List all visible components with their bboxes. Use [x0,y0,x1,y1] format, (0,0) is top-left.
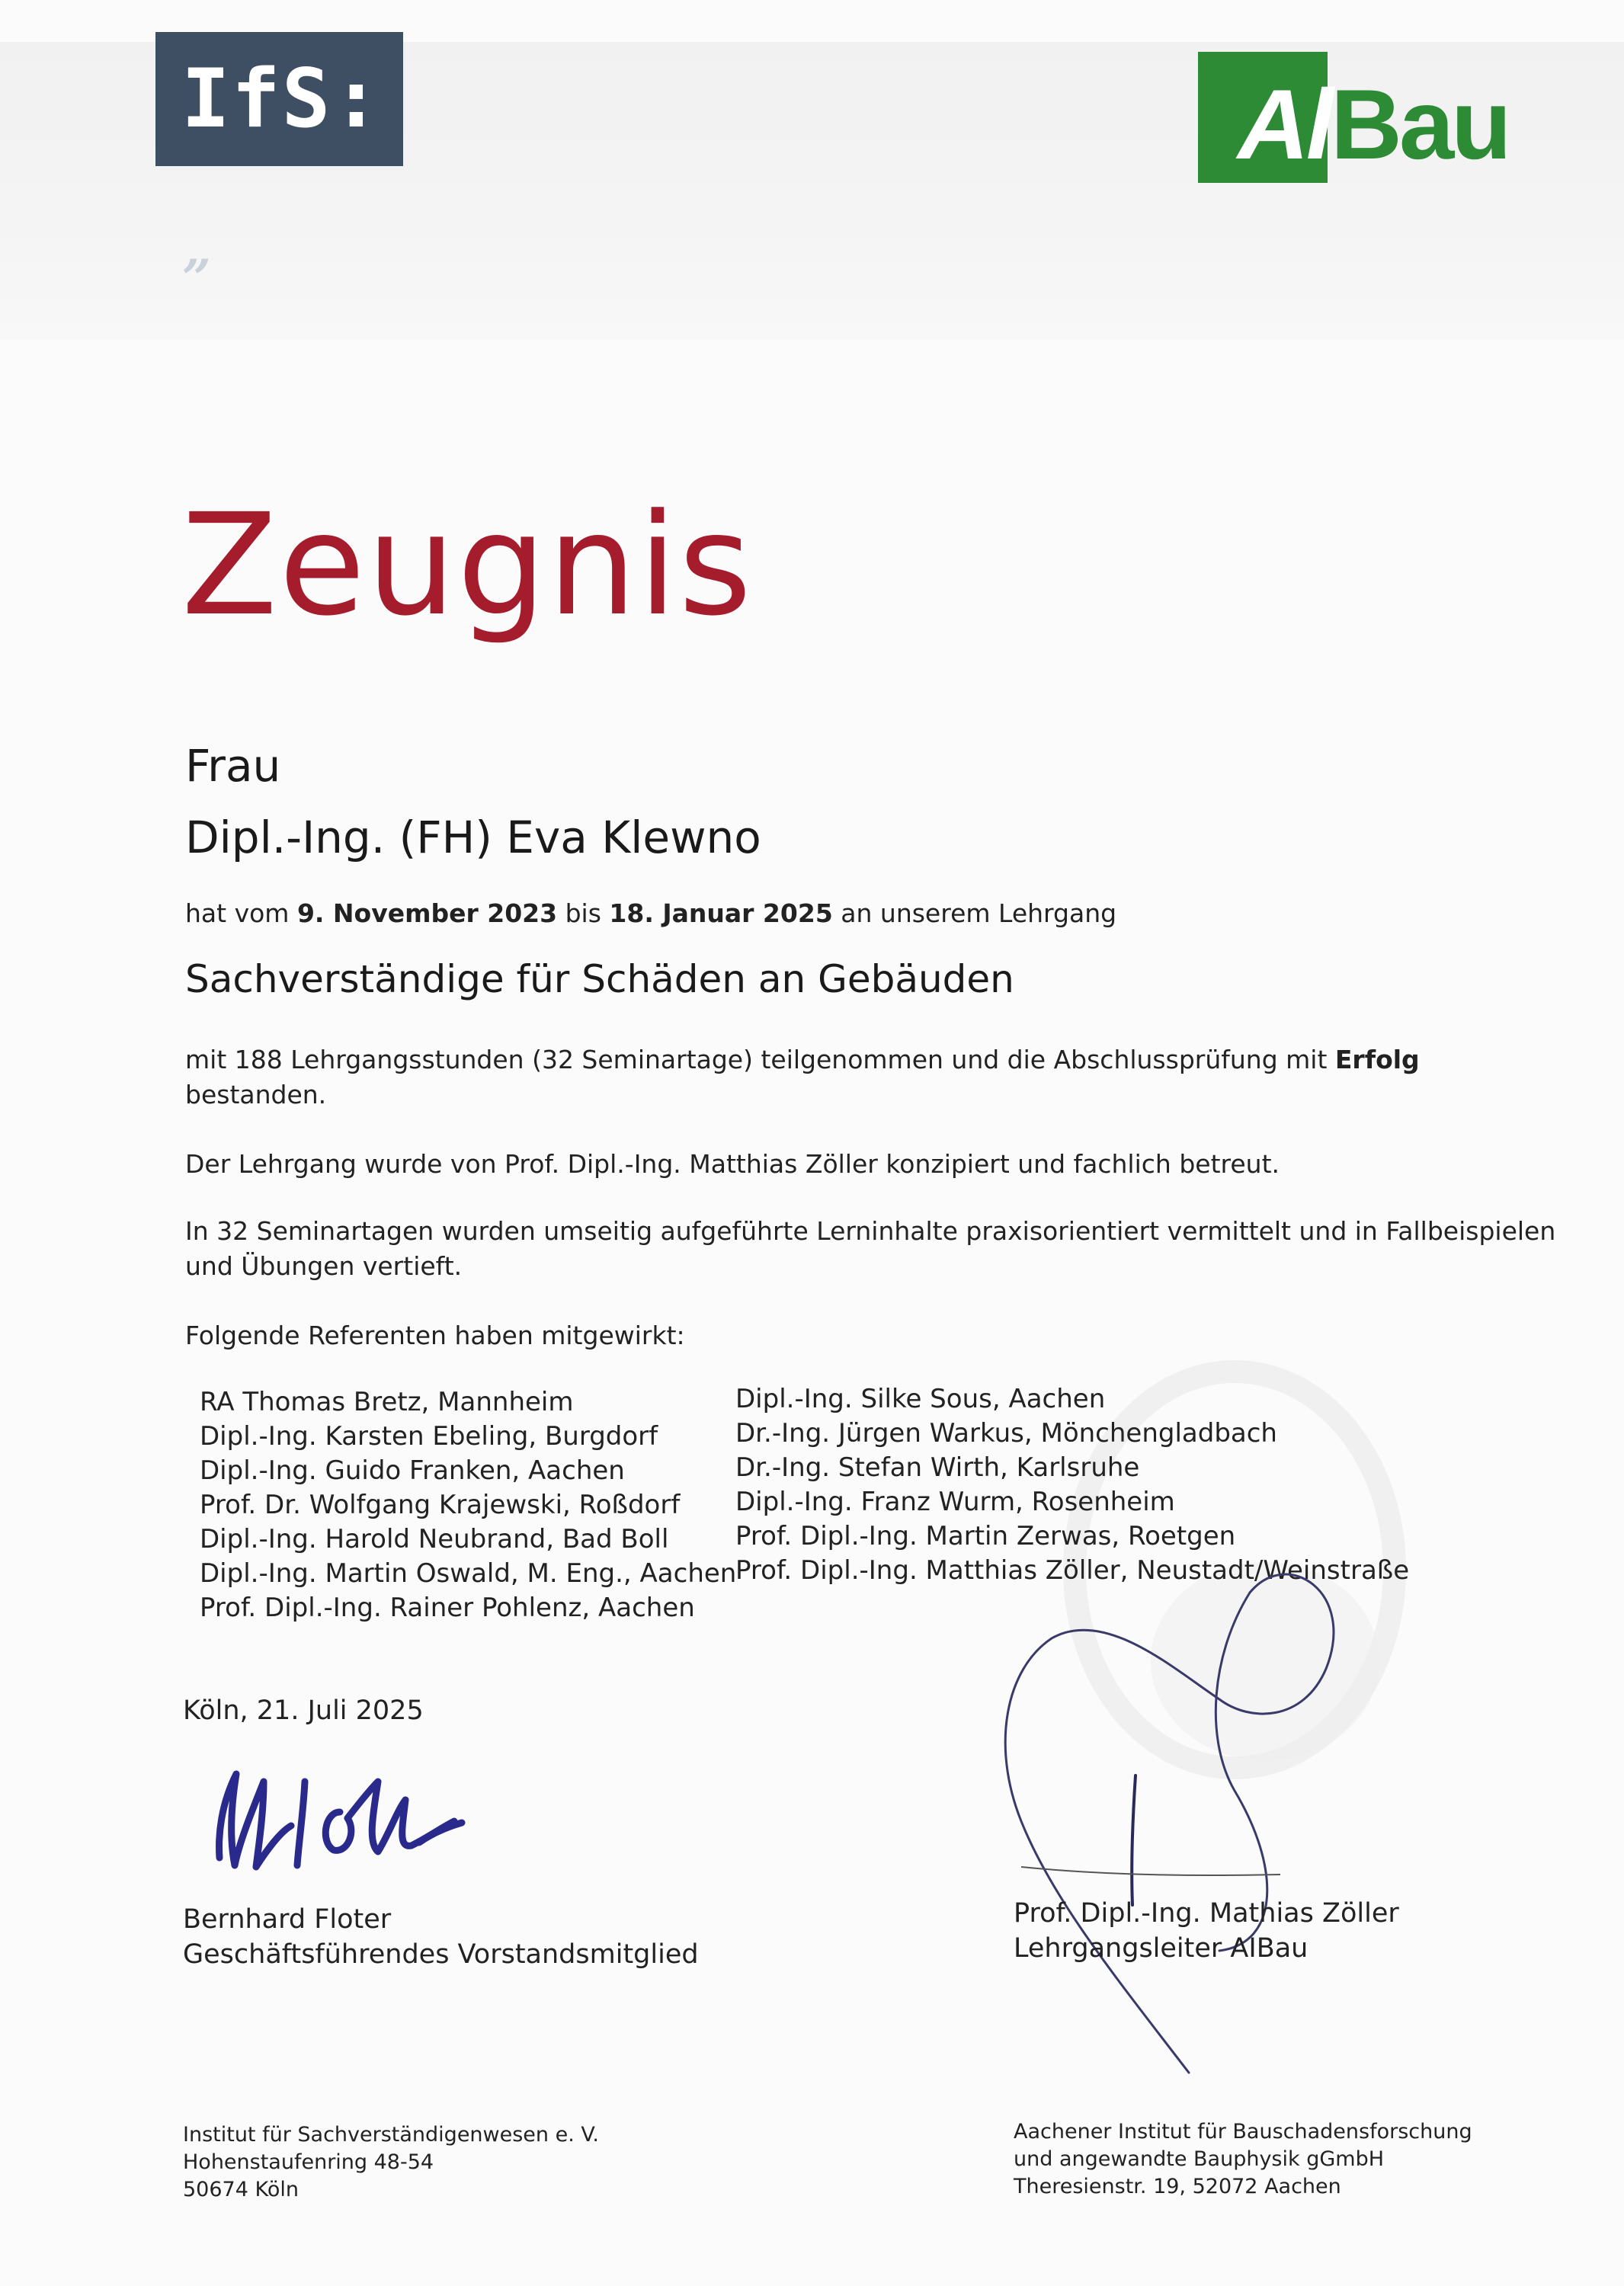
footer-left-line2: Hohenstaufenring 48-54 [183,2150,434,2174]
signature-right [960,1547,1357,2096]
referents-heading: Folgende Referenten haben mitgewirkt: [185,1321,685,1350]
list-item: Dipl.-Ing. Harold Neubrand, Bad Boll [200,1524,669,1554]
albau-logo-part1: Al [1238,69,1331,180]
course-period [185,896,1116,931]
signatory-right-name: Prof. Dipl.-Ing. Mathias Zöller [1014,1898,1399,1929]
list-item: RA Thomas Bretz, Mannheim [200,1387,574,1417]
period-middle: bis [565,898,601,928]
list-item: Dipl.-Ing. Silke Sous, Aachen [735,1384,1106,1414]
period-suffix: an unserem Lehrgang [841,898,1117,928]
ifs-logo-mark: „ [183,219,213,279]
document-title: Zeugnis [181,484,754,647]
list-item: Prof. Dipl.-Ing. Martin Zerwas, Roetgen [735,1521,1236,1551]
referents-left-list [200,1385,736,1625]
place-date: Köln, 21. Juli 2025 [183,1695,424,1726]
list-item: Dr.-Ing. Jürgen Warkus, Mönchengladbach [735,1418,1277,1449]
list-item: Prof. Dipl.-Ing. Rainer Pohlenz, Aachen [200,1593,695,1623]
ifs-logo [155,32,403,279]
completion-text: mit 188 Lehrgangsstunden (32 Seminartage) teilgenommen und die Abschlussprüfung mit [185,1045,1328,1074]
albau-logo-part2: Bau [1331,69,1509,180]
completion-line2: bestanden. [185,1080,327,1109]
signature-left [191,1759,495,1896]
list-item: Dipl.-Ing. Guido Franken, Aachen [200,1455,625,1486]
recipient-salutation: Frau [185,740,281,792]
content-paragraph-line2: und Übungen vertieft. [185,1251,463,1281]
content-paragraph-line1: In 32 Seminartagen wurden umseitig aufgeführte Lerninhalte praxisorientiert vermittelt und in Fallbeispielen [185,1216,1556,1246]
list-item: Dr.-Ing. Stefan Wirth, Karlsruhe [735,1452,1140,1483]
albau-logo-text [1238,69,1509,180]
signatory-right-role: Lehrgangsleiter AIBau [1014,1933,1308,1964]
footer-left-line3: 50674 Köln [183,2178,299,2201]
ifs-logo-text: IfS: [181,52,383,146]
signatory-left-name: Bernhard Floter [183,1904,392,1935]
footer-right-line3: Theresienstr. 19, 52072 Aachen [1014,2175,1341,2198]
period-prefix: hat vom [185,898,290,928]
footer-right-line2: und angewandte Bauphysik gGmbH [1014,2147,1385,2171]
footer-right-line1: Aachener Institut für Bauschadensforschung [1014,2120,1472,2144]
supervision-paragraph: Der Lehrgang wurde von Prof. Dipl.-Ing. Matthias Zöller konzipiert und fachlich betreut. [185,1149,1280,1179]
signatory-left-role: Geschäftsführendes Vorstandsmitglied [183,1939,699,1970]
list-item: Dipl.-Ing. Karsten Ebeling, Burgdorf [200,1421,658,1452]
list-item: Dipl.-Ing. Martin Oswald, M. Eng., Aachen [200,1558,737,1589]
completion-line1 [185,1042,1420,1077]
list-item: Prof. Dipl.-Ing. Matthias Zöller, Neustadt/Weinstraße [735,1555,1410,1586]
list-item: Dipl.-Ing. Franz Wurm, Rosenheim [735,1487,1175,1517]
period-end: 18. Januar 2025 [609,898,833,928]
course-title: Sachverständige für Schäden an Gebäuden [185,957,1014,1001]
recipient-name: Dipl.-Ing. (FH) Eva Klewno [185,812,761,863]
completion-grade: Erfolg [1334,1045,1420,1074]
list-item: Prof. Dr. Wolfgang Krajewski, Roßdorf [200,1490,681,1520]
period-start: 9. November 2023 [296,898,558,928]
footer-left-line1: Institut für Sachverständigenwesen e. V. [183,2123,599,2147]
